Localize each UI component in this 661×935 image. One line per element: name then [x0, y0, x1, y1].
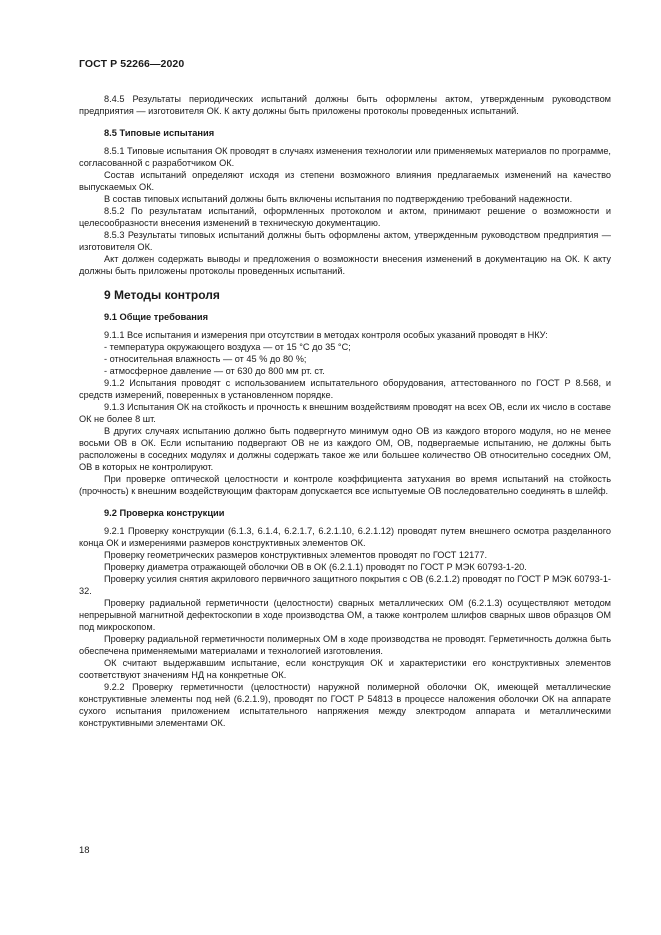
paragraph: 9.2.2 Проверку герметичности (целостности) наружной полимерной оболочки ОК, имеющей металлические конструктивные элементы под ней (6.2.1.9), проводят по ГОСТ Р 54813 в процессе наложения оболочки ОК на аппарате сухого испытания приложением испытательного напряжения между электродом аппарата и металлическими конструктивными элементами ОК. [79, 682, 611, 728]
paragraph: В других случаях испытанию должно быть подвергнуто минимум одно ОВ из каждого второго модуля, но не менее восьми ОВ в ОК. Если испытанию подвергают ОВ не из каждого ОМ, ОВ, подвергаемые испытанию, не должны быть расположены в соседних модулях и должны содержать такое же или большее количество ОВ относительно соседних ОМ, ОВ в которых не контролируют. [79, 426, 611, 472]
paragraph: Состав испытаний определяют исходя из степени возможного влияния предлагаемых изменений на качество выпускаемых ОК. [79, 170, 611, 192]
paragraph: 9.2.1 Проверку конструкции (6.1.3, 6.1.4, 6.2.1.7, 6.2.1.10, 6.2.1.12) проводят путем внешнего осмотра разделанного конца ОК и измерениями размеров конструктивных элементов ОК. [79, 526, 611, 548]
paragraph: 9.1.2 Испытания проводят с использованием испытательного оборудования, аттестованного по ГОСТ Р 8.568, и средств измерений, поверенных в установленном порядке. [79, 378, 611, 400]
paragraph: Проверку диаметра отражающей оболочки ОВ в ОК (6.2.1.1) проводят по ГОСТ Р МЭК 60793-1-20. [104, 562, 527, 572]
section-heading: 9 Методы контроля [104, 288, 220, 302]
list-item: - температура окружающего воздуха — от 15 °С до 35 °С; [104, 342, 351, 352]
paragraph: 8.5.3 Результаты типовых испытаний должны быть оформлены актом, утвержденным руководством предприятия — изготовителя ОК. [79, 230, 611, 252]
paragraph: При проверке оптической целостности и контроле коэффициента затухания во время испытаний на стойкость (прочность) к внешним воздействующим факторам допускается все испытуемые ОВ последовательно соединять в шлейф. [79, 474, 611, 496]
paragraph: Проверку радиальной герметичности (целостности) сварных металлических ОМ (6.2.1.3) осуществляют методом непрерывной магнитной дефектоскопии в ходе производства ОМ, а также контролем шлифов сварных швов образцов ОМ под микроскопом. [79, 598, 611, 632]
paragraph: В состав типовых испытаний должны быть включены испытания по подтверждению требований надежности. [104, 194, 573, 204]
subsection-heading: 9.2 Проверка конструкции [104, 508, 225, 518]
paragraph: Проверку усилия снятия акрилового первичного защитного покрытия с ОВ (6.2.1.2) проводят по ГОСТ Р МЭК 60793-1-32. [79, 574, 611, 596]
paragraph: 9.1.1 Все испытания и измерения при отсутствии в методах контроля особых указаний проводят в НКУ: [104, 330, 548, 340]
paragraph: 8.4.5 Результаты периодических испытаний должны быть оформлены актом, утвержденным руководством предприятия — изготовителя ОК. К акту должны быть приложены протоколы проведенных испытаний. [79, 94, 611, 116]
subsection-heading: 9.1 Общие требования [104, 312, 209, 322]
paragraph: Проверку геометрических размеров конструктивных элементов проводят по ГОСТ 12177. [104, 550, 488, 560]
paragraph: 9.1.3 Испытания ОК на стойкость и прочность к внешним воздействиям проводят на всех ОВ, если их число в составе ОК не более 8 шт. [79, 402, 611, 424]
paragraph: Акт должен содержать выводы и предложения о возможности внесения изменений в документацию на ОК. К акту должны быть приложены протоколы проведенных испытаний. [79, 254, 611, 276]
document-body [79, 93, 611, 729]
list-item: - относительная влажность — от 45 % до 80 %; [104, 354, 307, 364]
paragraph: ОК считают выдержавшим испытание, если конструкция ОК и характеристики его конструктивных элементов соответствуют значениям НД на конкретные ОК. [79, 658, 611, 680]
page-number: 18 [79, 845, 90, 856]
list-item: - атмосферное давление — от 630 до 800 мм рт. ст. [104, 366, 325, 376]
document-header-code: ГОСТ Р 52266—2020 [79, 58, 185, 70]
subsection-heading: 8.5 Типовые испытания [104, 128, 215, 138]
paragraph: 8.5.1 Типовые испытания ОК проводят в случаях изменения технологии или применяемых материалов по программе, согласованной с разработчиком ОК. [79, 146, 611, 168]
paragraph: Проверку радиальной герметичности полимерных ОМ в ходе производства не проводят. Герметичность должна быть обеспечена применяемыми материалами и технологией изготовления. [79, 634, 611, 656]
paragraph: 8.5.2 По результатам испытаний, оформленных протоколом и актом, принимают решение о возможности и целесообразности внесения изменений в техническую документацию. [79, 206, 611, 228]
